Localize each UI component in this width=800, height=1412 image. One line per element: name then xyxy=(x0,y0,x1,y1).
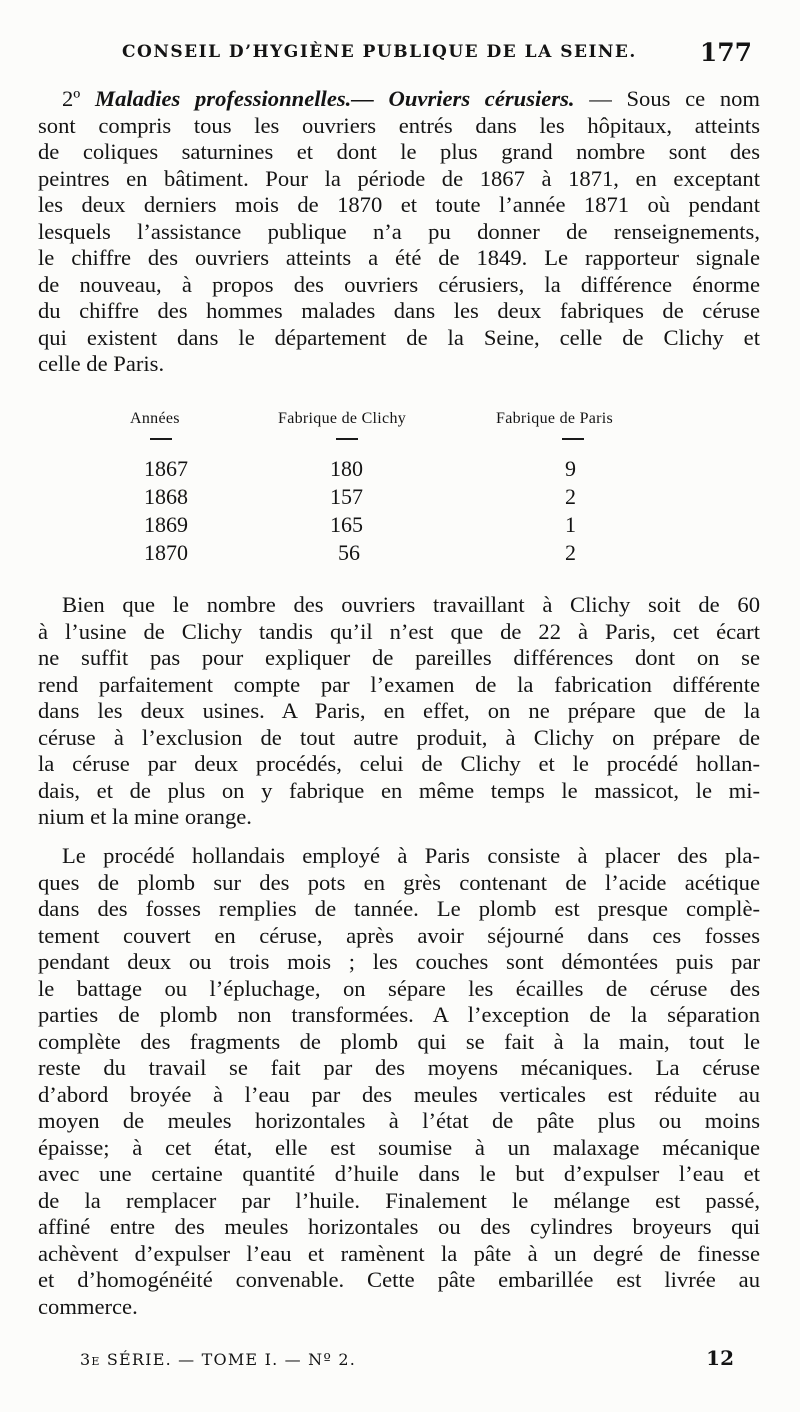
text-line: celle de Paris. xyxy=(38,351,165,376)
column-header-years: Années xyxy=(130,410,180,427)
cell-clichy: 165 xyxy=(330,512,363,537)
cell-year: 1870 xyxy=(144,540,188,565)
page-footer xyxy=(80,1346,740,1376)
text-line: Le procédé hollandais employé à Paris consiste à placer des pla- xyxy=(62,843,760,868)
text-line: rend parfaitement compte par l’examen de la fabrication différente xyxy=(38,671,760,697)
cell-year: 1867 xyxy=(144,456,188,481)
section-heading-line xyxy=(38,86,760,113)
page-number: 177 xyxy=(699,38,752,67)
text-line: épaisse; à cet état, elle est soumise à un malaxage mécanique xyxy=(38,1134,760,1160)
column-rule-clichy xyxy=(336,438,358,440)
text-line: moyen de meules horizontales à l’état de pâte plus ou moins xyxy=(38,1108,760,1133)
text-line: de coliques saturnines et dont le plus grand nombre sont des xyxy=(38,139,760,164)
intro-line: — Sous ce nom xyxy=(589,86,761,111)
cell-clichy: 180 xyxy=(330,456,363,481)
running-title: CONSEIL D’HYGIÈNE PUBLIQUE DE LA SEINE. xyxy=(122,42,637,62)
text-line: sont compris tous les ouvriers entrés dans les hôpitaux, atteints xyxy=(38,112,760,138)
text-line: complète des fragments de plomb qui se fait à la main, tout le xyxy=(38,1028,760,1054)
cell-paris: 1 xyxy=(565,512,576,537)
text-line: Bien que le nombre des ouvriers travaillant à Clichy soit de 60 xyxy=(62,592,760,617)
cell-clichy: 56 xyxy=(338,540,360,565)
cell-paris: 2 xyxy=(565,484,576,509)
cell-clichy: 157 xyxy=(330,484,363,509)
text-line: commerce. xyxy=(38,1293,138,1319)
statistics-table xyxy=(60,402,700,572)
text-line: lesquels l’assistance publique n’a pu donner de renseignements, xyxy=(38,218,760,244)
section-title: Maladies professionnelles.— Ouvriers cérusiers. xyxy=(94,86,575,111)
column-header-clichy: Fabrique de Clichy xyxy=(278,410,407,427)
section-intro xyxy=(38,86,760,378)
text-line: dais, et de plus on y fabrique en même temps le massicot, le mi- xyxy=(38,777,760,803)
cell-year: 1868 xyxy=(144,484,188,509)
text-line: qui existent dans le département de la Seine, celle de Clichy et xyxy=(38,324,760,350)
running-header xyxy=(100,38,760,74)
text-line: de la remplacer par l’huile. Finalement le mélange est passé, xyxy=(38,1187,760,1213)
text-line: reste du travail se fait par des moyens mécaniques. La céruse xyxy=(38,1055,760,1080)
column-rule-years xyxy=(150,438,172,440)
text-line: pendant deux ou trois mois ; les couches sont démontées puis par xyxy=(38,949,760,974)
text-line: ne suffit pas pour expliquer de pareilles différences dont on se xyxy=(38,645,760,670)
text-line: achèvent d’expulser l’eau et ramènent la pâte à un degré de finesse xyxy=(38,1240,760,1266)
text-line: la céruse par deux procédés, celui de Clichy et le procédé hollan- xyxy=(38,751,760,776)
text-line: le chiffre des ouvriers atteints a été de 1849. Le rapporteur signale xyxy=(38,245,760,270)
text-line: les deux derniers mois de 1870 et toute l’année 1871 où pendant xyxy=(38,192,760,217)
text-line: à l’usine de Clichy tandis qu’il n’est que de 22 à Paris, cet écart xyxy=(38,618,760,644)
text-line: peintres en bâtiment. Pour la période de 1867 à 1871, en exceptant xyxy=(38,165,760,191)
text-line: dans les deux usines. A Paris, en effet, on ne prépare que de la xyxy=(38,698,760,723)
section-number: 2º xyxy=(62,86,81,111)
text-line: ques de plomb sur des pots en grès contenant de l’acide acétique xyxy=(38,869,760,895)
text-line: du chiffre des hommes malades dans les deux fabriques de céruse xyxy=(38,298,760,323)
text-line: tement couvert en céruse, après avoir séjourné dans ces fosses xyxy=(38,922,760,948)
text-line: dans des fosses remplies de tannée. Le plomb est presque complè- xyxy=(38,896,760,921)
text-line: le battage ou l’épluchage, on sépare les écailles de céruse des xyxy=(38,975,760,1001)
text-line: avec une certaine quantité d’huile dans le but d’expulser l’eau et xyxy=(38,1161,760,1186)
paragraph-dutch-process xyxy=(38,843,760,1320)
cell-paris: 2 xyxy=(565,540,576,565)
paragraph-clichy-comparison xyxy=(38,592,760,831)
text-line: et d’homogénéité convenable. Cette pâte embarillée est livrée au xyxy=(38,1267,760,1292)
text-line: d’abord broyée à l’eau par des meules verticales est réduite au xyxy=(38,1081,760,1107)
cell-year: 1869 xyxy=(144,512,188,537)
text-line: de nouveau, à propos des ouvriers cérusiers, la différence énorme xyxy=(38,271,760,297)
text-line: affiné entre des meules horizontales ou des cylindres broyeurs qui xyxy=(38,1214,760,1239)
text-line: nium et la mine orange. xyxy=(38,804,252,829)
column-rule-paris xyxy=(562,438,584,440)
series-volume-label: 3e SÉRIE. — TOME I. — Nº 2. xyxy=(80,1350,357,1369)
text-line: parties de plomb non transformées. A l’exception de la séparation xyxy=(38,1002,760,1027)
signature-mark: 12 xyxy=(706,1346,734,1370)
cell-paris: 9 xyxy=(565,456,576,481)
column-header-paris: Fabrique de Paris xyxy=(496,410,614,427)
text-line: céruse à l’exclusion de tout autre produit, à Clichy on prépare de xyxy=(38,724,760,750)
